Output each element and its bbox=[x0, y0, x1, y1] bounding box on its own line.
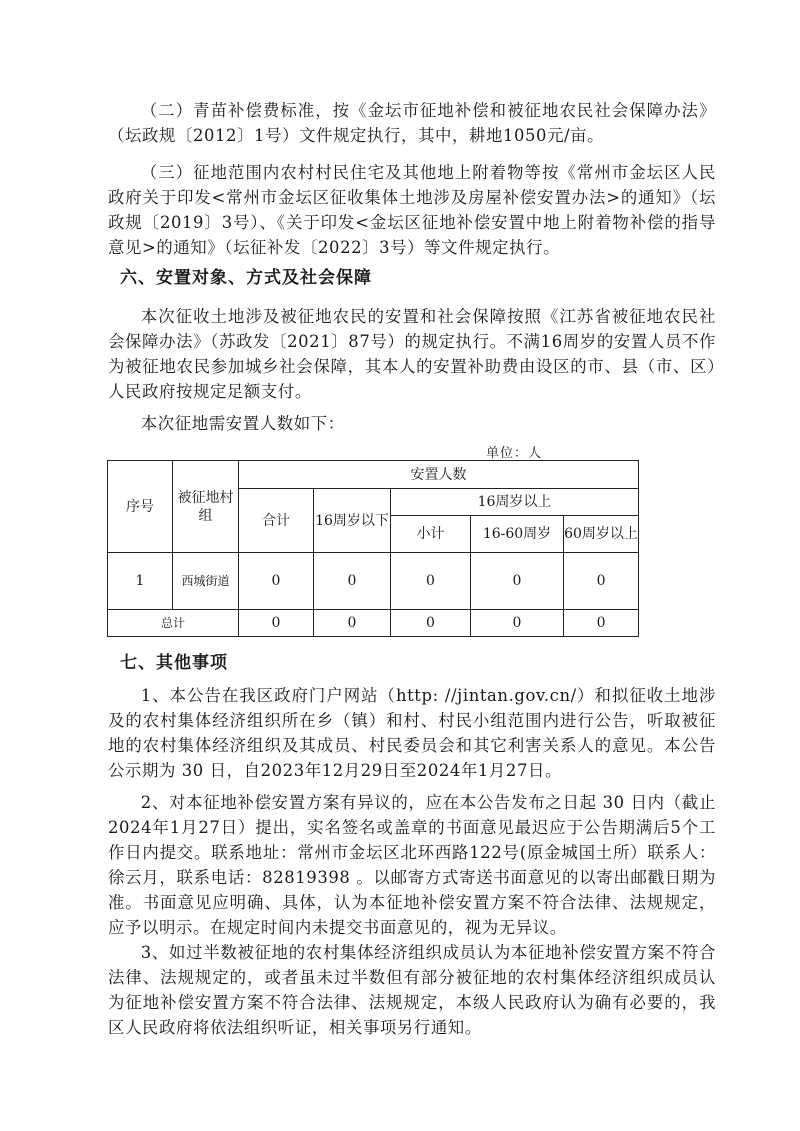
total-cell: 0 bbox=[391, 610, 471, 637]
row-cell: 西城街道 bbox=[173, 553, 239, 610]
header-subtotal: 小计 bbox=[391, 516, 471, 553]
paragraph-text: 3、如过半数被征地的农村集体经济组织成员认为本征地补偿安置方案不符合法律、法规规定的，或者虽未过半数但有部分被征地的农村集体经济组织成员认为征地补偿安置方案不符合法律、法规规定，本级人民政府认为确有必要的，我区人民政府将依法组织听证，相关事项另行通知。 bbox=[108, 943, 716, 1037]
paragraph-text: 本次征收土地涉及被征地农民的安置和社会保障按照《江苏省被征地农民社会保障办法》（苏政发〔2021〕87号）的规定执行。不满16周岁的安置人员不作为被征地农民参加城乡社会保障，其本人的安置补助费由设区的市、县（市、区）人民政府按规定足额支付。 bbox=[108, 307, 716, 401]
row-cell: 1 bbox=[108, 553, 173, 610]
section6-heading: 六、安置对象、方式及社会保障 bbox=[120, 268, 372, 288]
header-16-60: 16-60周岁 bbox=[471, 516, 564, 553]
section7-paragraph-hearing bbox=[108, 940, 716, 1040]
section7-paragraph-objection bbox=[108, 790, 716, 940]
paragraph-text: 2、对本征地补偿安置方案有异议的，应在本公告发布之日起 30 日内（截止2024年1月27日）提出，实名签名或盖章的书面意见最迟应于公告期满后5个工作日内提交。联系地址：常州市金坛区北环西路122号(原金城国土所）联系人：徐云月，联系电话：82819398 。以邮寄方式寄送书面意见的以寄出邮戳日期为准。书面意见应明确、具体，认为本征地补偿安置方案不符合法律、法规规定，应予以明示。在规定时间内未提交书面意见的，视为无异议。 bbox=[108, 793, 716, 937]
header-no: 序号 bbox=[108, 461, 173, 553]
total-cell: 0 bbox=[239, 610, 314, 637]
paragraph-text: （二）青苗补偿费标准，按《金坛市征地补偿和被征地农民社会保障办法》（坛政规〔2012〕1号）文件规定执行，其中，耕地1050元/亩。 bbox=[108, 101, 716, 145]
header-village: 被征地村组 bbox=[173, 461, 239, 553]
header-resettled-count: 安置人数 bbox=[239, 461, 639, 489]
resettlement-table bbox=[107, 460, 639, 637]
section7-paragraph-announcement bbox=[108, 683, 716, 783]
paragraph-text: （三）征地范围内农村村民住宅及其他地上附着物等按《常州市金坛区人民政府关于印发<常州市金坛区征收集体土地涉及房屋补偿安置办法>的通知》（坛政规〔2019〕3号）、《关于印发<金坛区征地补偿安置中地上附着物补偿的指导意见>的通知》（坛征补发〔2022〕3号）等文件规定执行。 bbox=[108, 163, 716, 257]
section6-paragraph-table-intro bbox=[108, 411, 716, 436]
section6-paragraph-security bbox=[108, 304, 716, 404]
total-cell: 0 bbox=[471, 610, 564, 637]
header-total: 合计 bbox=[239, 489, 314, 553]
section7-heading: 七、其他事项 bbox=[120, 653, 228, 673]
row-cell: 0 bbox=[471, 553, 564, 610]
total-cell: 0 bbox=[564, 610, 639, 637]
row-cell: 0 bbox=[391, 553, 471, 610]
paragraph-text: 本次征地需安置人数如下： bbox=[140, 414, 345, 433]
total-cell: 0 bbox=[314, 610, 391, 637]
section5-paragraph-housing bbox=[108, 160, 716, 260]
table-unit-label: 单位：人 bbox=[486, 446, 543, 461]
row-cell: 0 bbox=[239, 553, 314, 610]
table-header-row bbox=[108, 461, 639, 489]
total-label: 总计 bbox=[108, 610, 239, 637]
header-under16: 16周岁以下 bbox=[314, 489, 391, 553]
row-cell: 0 bbox=[564, 553, 639, 610]
section5-paragraph-seedling bbox=[108, 98, 716, 148]
row-cell: 0 bbox=[314, 553, 391, 610]
table-row bbox=[108, 553, 639, 610]
header-over16: 16周岁以上 bbox=[391, 489, 639, 516]
header-60plus: 60周岁以上 bbox=[564, 516, 639, 553]
paragraph-text: 1、本公告在我区政府门户网站（http: //jintan.gov.cn/）和拟征收土地涉及的农村集体经济组织所在乡（镇）和村、村民小组范围内进行公告，听取被征地的农村集体经济组织及其成员、村民委员会和其它利害关系人的意见。本公告公示期为 30 日，自2023年12月29日至2024年1月27日。 bbox=[108, 686, 716, 780]
table-total-row bbox=[108, 610, 639, 637]
